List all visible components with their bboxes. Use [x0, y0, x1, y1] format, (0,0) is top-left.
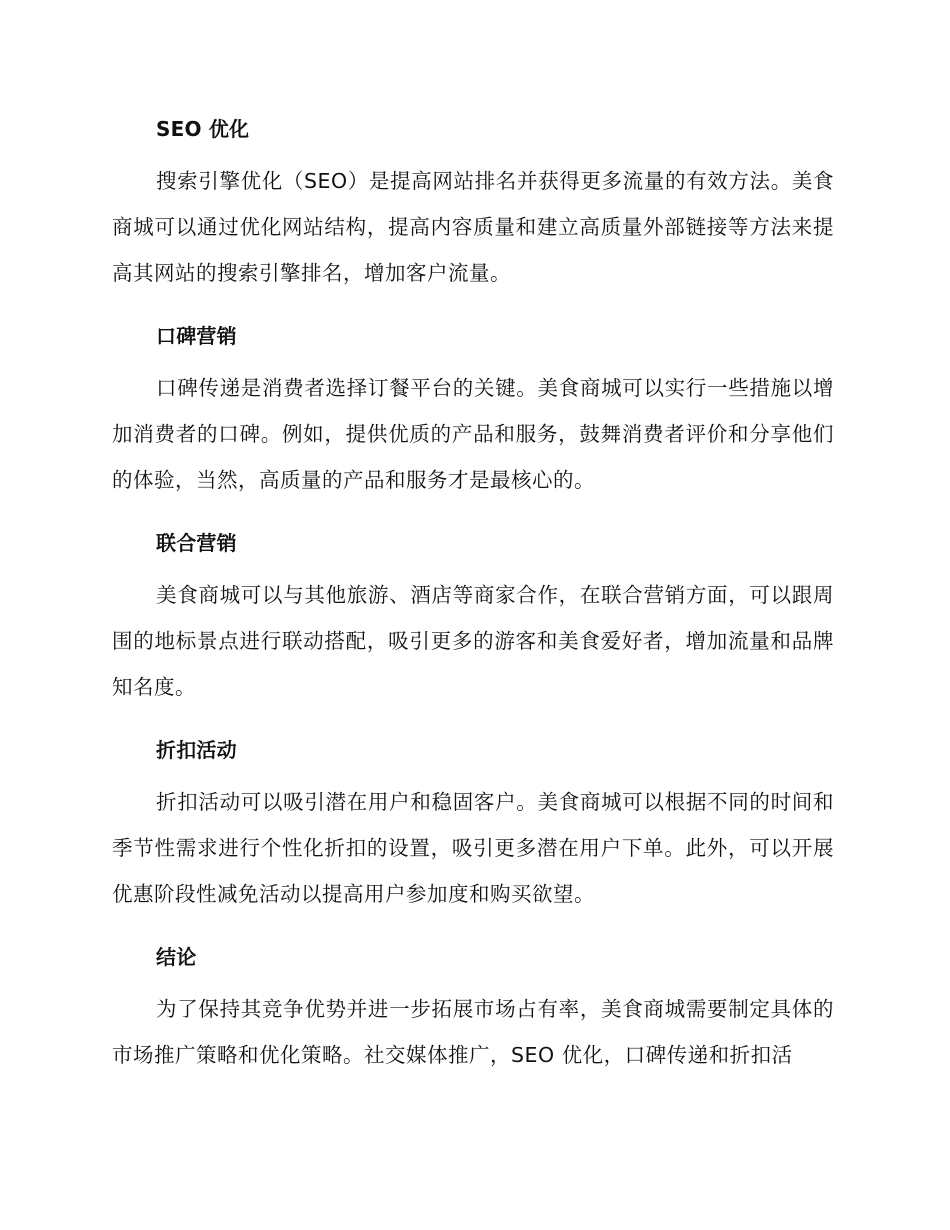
- section-paragraph: 折扣活动可以吸引潜在用户和稳固客户。美食商城可以根据不同的时间和季节性需求进行个性化折扣的设置，吸引更多潜在用户下单。此外，可以开展优惠阶段性减免活动以提高用户参加度和购买欲望。: [112, 790, 834, 906]
- section-conclusion: [112, 942, 834, 1078]
- section-joint-marketing: [112, 528, 834, 710]
- section-paragraph: 口碑传递是消费者选择订餐平台的关键。美食商城可以实行一些措施以增加消费者的口碑。例如，提供优质的产品和服务，鼓舞消费者评价和分享他们的体验，当然，高质量的产品和服务才是最核心的。: [112, 376, 834, 492]
- section-discounts: [112, 735, 834, 917]
- section-paragraph: 为了保持其竞争优势并进一步拓展市场占有率，美食商城需要制定具体的市场推广策略和优化策略。社交媒体推广，SEO 优化，口碑传递和折扣活: [112, 997, 834, 1067]
- section-word-of-mouth: [112, 321, 834, 503]
- section-heading: 折扣活动: [156, 738, 237, 762]
- section-seo: [112, 114, 834, 296]
- section-heading: SEO 优化: [156, 117, 250, 141]
- section-heading: 联合营销: [156, 531, 237, 555]
- section-heading: 结论: [156, 945, 197, 969]
- document-body: [112, 114, 834, 1103]
- section-heading: 口碑营销: [156, 324, 237, 348]
- section-paragraph: 美食商城可以与其他旅游、酒店等商家合作，在联合营销方面，可以跟周围的地标景点进行联动搭配，吸引更多的游客和美食爱好者，增加流量和品牌知名度。: [112, 583, 834, 699]
- section-paragraph: 搜索引擎优化（SEO）是提高网站排名并获得更多流量的有效方法。美食商城可以通过优化网站结构，提高内容质量和建立高质量外部链接等方法来提高其网站的搜索引擎排名，增加客户流量。: [112, 169, 834, 285]
